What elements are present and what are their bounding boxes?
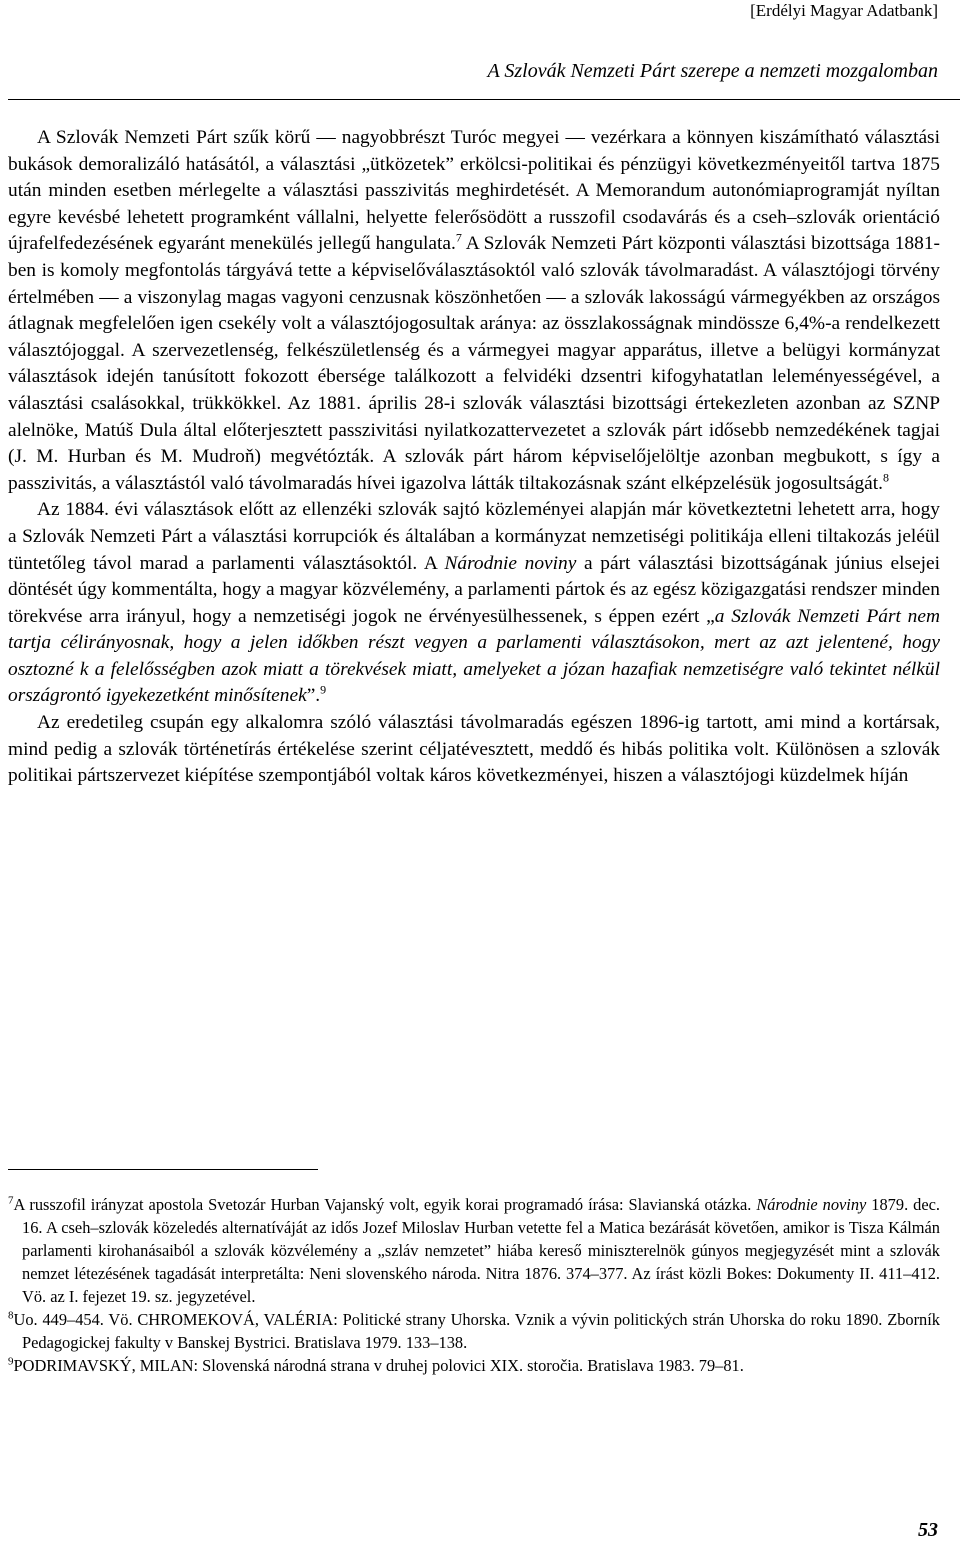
text-run: A Szlovák Nemzeti Párt központi választási bizottsága 1881-ben is komoly megfontolás tárgyává tette a képviselőválasztásoktól való szlovák távolmaradást. A választójogi törvény értelmében — a viszonylag magas vagyoni cenzusnak köszönhetően — a szlovák lakosságú vármegyékben az országos átlagnak megfelelően igen csekély volt a választójogosultak aránya: az összlakosságnak mindössze 6,4%-a rendelkezett választójoggal. A szervezetlenség, felkészületlenség és a vármegyei magyar apparátus, illetve a belügyi kormányzat választások idején tanúsított fokozott ébersége találkozott a felvidéki dzsentri kifogyhatatlan leleményességével, a választási csalásokkal, trükkökkel. Az 1881. április 28-i szlovák választási bizottsági értekezleten azonban az SZNP alelnöke, Matúš Dula által előterjesztett passzivitási nyilatkozattervezetet a szlovák párt idősebb nemzedékének tagjai (J. M. Hurban és M. Mudroň) megvétózták. A szlovák párt három képviselőjelöltje azonban megbukott, s így a passzivitás, a választástól való távolmaradás hívei igazolva látták tiltakozásnak szánt elképzelésük jogosultságát. [8, 233, 940, 494]
header-rule [8, 99, 960, 100]
text-run: ”. [306, 685, 321, 707]
running-title: A Szlovák Nemzeti Párt szerepe a nemzeti mozgalomban [487, 60, 938, 82]
footnote-reference: 7 [455, 230, 462, 245]
italic-text-run: a Szlovák Nemzeti Párt nem tartja célirányosnak, hogy a jelen időkben részt vegyen a parlamenti választásokon, mert az azt jelentené, hogy osztozné k a felelősségben azok miatt a törekvések miatt, amelyeket a józan hazafiak nemzetiségre való tekintet nélkül országrontó igyekezetként minősítenek [8, 605, 940, 707]
text-run: A russzofil irányzat apostola Svetozár Hurban Vajanský volt, egyik korai programadó írása: Slavianská otázka. [13, 1195, 757, 1214]
paragraph [8, 497, 940, 710]
text-run: Az eredetileg csupán egy alkalomra szóló választási távolmaradás egészen 1896-ig tartott, ami mind a kortársak, mind pedig a szlovák történetírás értékelése szerint céljatévesztett, meddő és hibás politika volt. Különösen a szlovák politikai pártszervezet kiépítése szempontjából voltak káros következményei, hiszen a választójogi küzdelmek híján [8, 712, 940, 787]
text-run: PODRIMAVSKÝ, MILAN: Slovenská národná strana v druhej polovici XIX. storočia. Bratislava 1983. 79–81. [13, 1356, 744, 1375]
footnote [8, 1308, 940, 1354]
source-header: [Erdélyi Magyar Adatbank] [750, 1, 938, 20]
footnote [8, 1354, 940, 1377]
paragraph [8, 125, 940, 497]
italic-text-run: Národnie noviny [444, 552, 577, 574]
footnotes [8, 1193, 940, 1377]
footnote-number: 9 [8, 1355, 14, 1368]
text-run: A Szlovák Nemzeti Párt szűk körű — nagyobbrészt Turóc megyei — vezérkara a könnyen kiszámítható választási bukások demoralizáló hatásától, a választási „ütközetek” erkölcsi-politikai és pénzügyi következményeitől tartva 1875 után minden esetben mérlegelte a választási passzivitás meghirdetését. A Memorandum autonómiaprogramját nyíltan egyre kevésbé lehetett programként vállalni, helyette felerősödött a russzofil csodavárás és a cseh–szlovák orientáció újrafelfedezésének egyaránt menekülés jellegű hangulata. [8, 127, 940, 255]
footnote-reference: 8 [882, 470, 889, 485]
footnote-number: 8 [8, 1309, 14, 1322]
footnote-number: 7 [8, 1194, 14, 1207]
page-number: 53 [918, 1519, 938, 1541]
footnote-separator [8, 1169, 318, 1170]
text-run: 1879. dec. 16. A cseh–szlovák közeledés alternatíváját az idős Jozef Miloslav Hurban vetette fel a Matica bezárását követően, amikor is Tisza Kálmán parlamenti kirohanásaiból a szlovák közvélemény a „szláv nemzetet” hiába kereső miniszterelnök gúnyos megjegyzését mint a szlovák nemzet létezésének tagadását interpretálta: Neni slovenského národa. Nitra 1876. 374–377. Az írást közli Bokes: Dokumenty II. 411–412. Vö. az I. fejezet 19. sz. jegyzetével. [22, 1195, 940, 1306]
footnote-reference: 9 [320, 683, 327, 697]
paragraph [8, 710, 940, 790]
text-run: Uo. 449–454. Vö. CHROMEKOVÁ, VALÉRIA: Politické strany Uhorska. Vznik a vývin politických strán Uhorska do roku 1890. Zborník Pedagogickej fakulty v Banskej Bystrici. Bratislava 1979. 133–138. [13, 1310, 940, 1352]
footnote [8, 1193, 940, 1308]
main-text [8, 125, 940, 790]
italic-text-run: Národnie noviny [756, 1195, 867, 1214]
text-run: a párt választási bizottságának június elsejei döntését úgy kommentálta, hogy a magyar közvélemény, a parlamenti pártok és az egész közigazgatási rendszer minden törekvése arra irányul, hogy a nemzetiségi jogok ne érvényesülhessenek, s éppen ezért „ [8, 552, 940, 627]
text-run: Az 1884. évi választások előtt az ellenzéki szlovák sajtó közleményei alapján már következtetni lehetett arra, hogy a Szlovák Nemzeti Párt a választási korrupciók és általában a kormányzat nemzetiségi politikája elleni tiltakozás jeléül tüntetőleg távol marad a parlamenti választásoktól. A [8, 499, 940, 574]
